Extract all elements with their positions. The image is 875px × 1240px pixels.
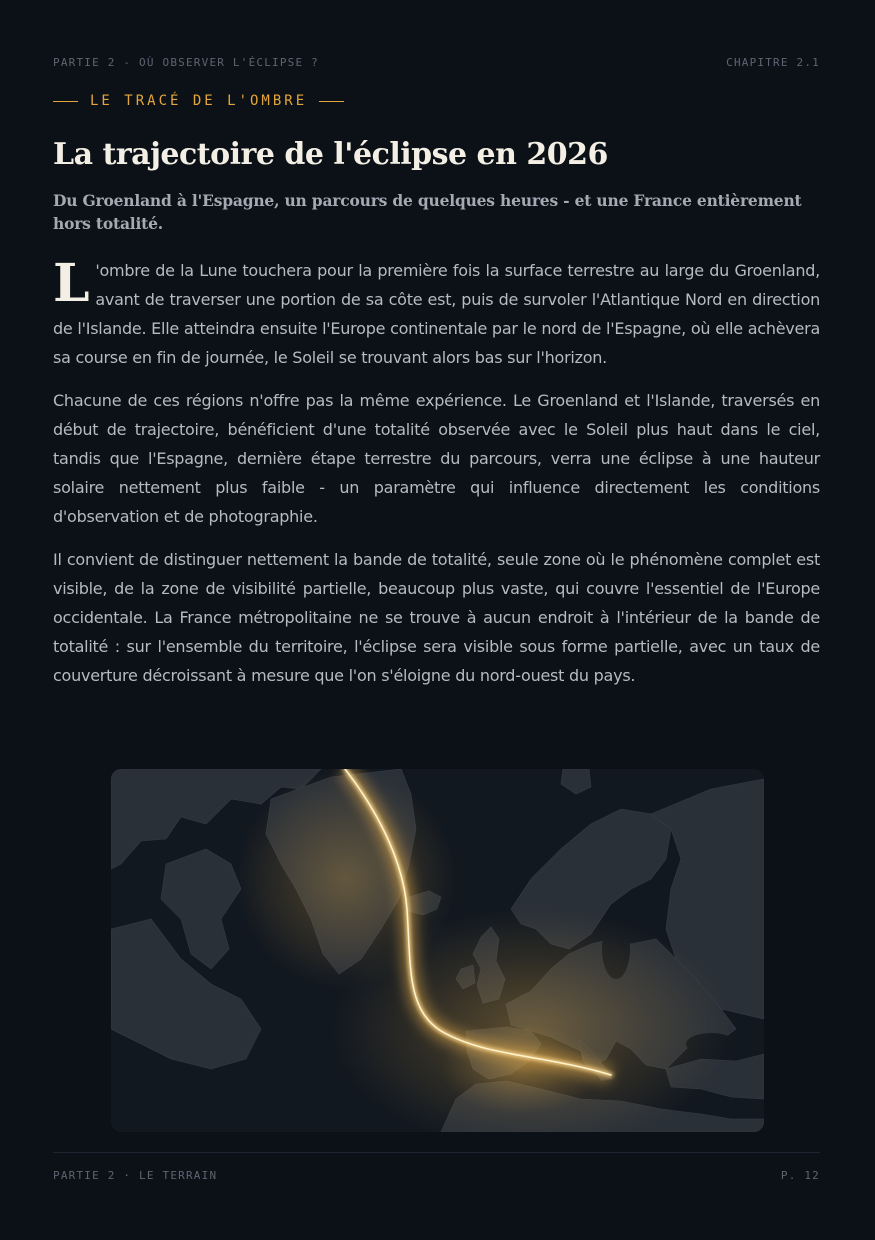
- paragraph-1: [53, 253, 820, 372]
- page-footer: [53, 1169, 820, 1182]
- drop-cap: L: [53, 253, 90, 314]
- page-subtitle: Du Groenland à l'Espagne, un parcours de quelques heures - et une France entièrement hors totalité.: [53, 191, 802, 233]
- footer-divider: [53, 1152, 820, 1153]
- kicker-label: LE TRACÉ DE L'OMBRE: [90, 93, 308, 109]
- page-title: La trajectoire de l'éclipse en 2026: [53, 137, 608, 172]
- paragraph-1-text: 'ombre de la Lune touchera pour la première fois la surface terrestre au large du Groenland, avant de traverser une portion de sa côte est, puis de survoler l'Atlantique Nord en direction de l'Islande. Elle atteindra ensuite l'Europe continentale par le nord de l'Espagne, où elle achèvera sa course en fin de journée, le Soleil se trouvant alors bas sur l'horizon.: [53, 261, 820, 367]
- running-head: [53, 56, 820, 69]
- running-head-section: PARTIE 2 - OÙ OBSERVER L'ÉCLIPSE ?: [53, 56, 319, 69]
- running-head-chapter: CHAPITRE 2.1: [726, 56, 820, 69]
- kicker-rule-left: [53, 101, 78, 102]
- body-text: [53, 253, 820, 704]
- footer-section: PARTIE 2 · LE TERRAIN: [53, 1169, 218, 1182]
- map-svg: [111, 769, 764, 1132]
- section-kicker: [53, 93, 344, 109]
- page-number: P. 12: [780, 1169, 820, 1182]
- kicker-rule-right: [319, 101, 344, 102]
- paragraph-2: Chacune de ces régions n'offre pas la même expérience. Le Groenland et l'Islande, traversés en début de trajectoire, bénéficient d'une totalité observée avec le Soleil plus haut dans le ciel, tandis que l'Espagne, dernière étape terrestre du parcours, verra une éclipse à une hauteur solaire nettement plus faible - un paramètre qui influence directement les conditions d'observation et de photographie.: [53, 391, 820, 526]
- eclipse-path-map: [111, 769, 764, 1132]
- paragraph-3: Il convient de distinguer nettement la bande de totalité, seule zone où le phénomène complet est visible, de la zone de visibilité partielle, beaucoup plus vaste, qui couvre l'essentiel de l'Europe occidentale. La France métropolitaine ne se trouve à aucun endroit à l'intérieur de la bande de totalité : sur l'ensemble du territoire, l'éclipse sera visible sous forme partielle, avec un taux de couverture décroissant à mesure que l'on s'éloigne du nord-ouest du pays.: [53, 550, 820, 685]
